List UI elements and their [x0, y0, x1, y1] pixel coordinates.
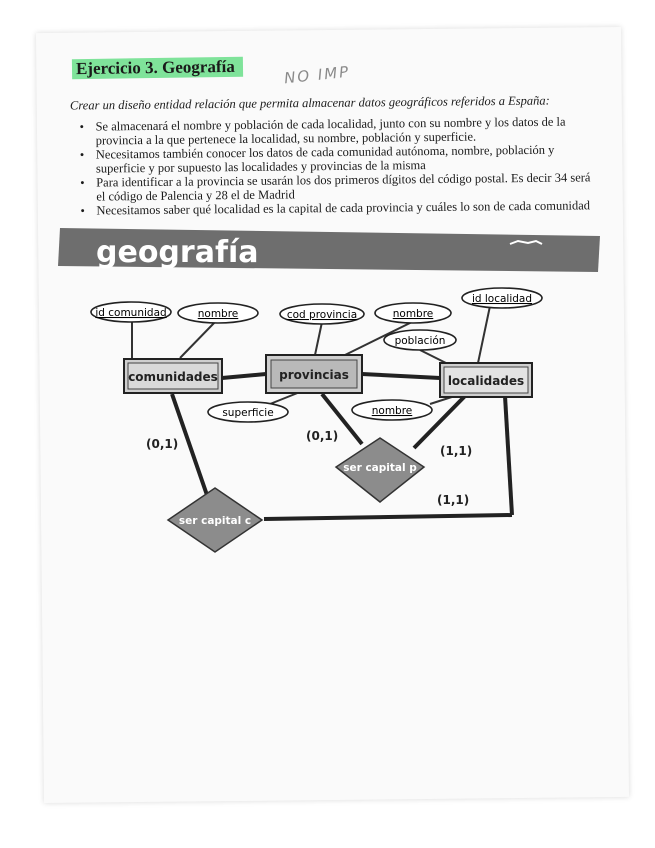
- svg-text:ser capital c: ser capital c: [178, 515, 252, 527]
- entity-localidades: [440, 363, 532, 397]
- exercise-title: Ejercicio 3. Geografía: [72, 57, 243, 79]
- svg-text:nombre: nombre: [197, 308, 239, 320]
- attribute-cod-provincia: [280, 304, 364, 324]
- entity-comunidades: [124, 359, 222, 393]
- list-item: • Necesitamos también conocer los datos de cada comunidad autónoma, nombre, población y superficie y por supuesto las localidades y provincias de la misma: [78, 143, 598, 175]
- svg-text:id comunidad: id comunidad: [95, 307, 167, 319]
- svg-text:ser capital p: ser capital p: [343, 462, 417, 474]
- relationship-ser-capital-p: [336, 438, 424, 502]
- svg-text:nombre: nombre: [392, 308, 434, 320]
- banner-title: geografía: [96, 235, 259, 270]
- svg-text:cod provincia: cod provincia: [286, 309, 358, 321]
- svg-text:nombre: nombre: [371, 405, 413, 417]
- attribute-nombre-provincia: [375, 303, 451, 323]
- list-item: • Para identificar a la provincia se usarán los dos primeros dígitos del código postal. Es decir 34 será el código de Palencia y 28 el de Madrid: [78, 171, 598, 203]
- attribute-nombre-comunidad: [178, 303, 258, 323]
- handwritten-note: NO IMP: [283, 62, 351, 88]
- attribute-nombre-localidad: [352, 400, 432, 420]
- svg-text:superficie: superficie: [222, 407, 274, 419]
- list-item: • Necesitamos saber qué localidad es la capital de cada provincia y cuáles lo son de cada comunidad: [78, 199, 598, 218]
- cardinality-prov-capital: (0,1): [306, 429, 339, 443]
- list-item: • Se almacenará el nombre y población de cada localidad, junto con su nombre y los datos de la provincia a la que pertenece la localidad, su nombre, población y superficie.: [77, 115, 597, 147]
- cardinality-loc-capital-p: (1,1): [440, 444, 473, 458]
- entity-provincias: [266, 355, 362, 393]
- svg-text:provincias: provincias: [279, 368, 349, 382]
- cardinality-com-capital: (0,1): [146, 437, 179, 451]
- intro-text: Crear un diseño entidad relación que permita almacenar datos geográficos referidos a España:: [69, 93, 550, 113]
- cardinality-loc-capital-c: (1,1): [437, 493, 470, 507]
- attribute-poblacion: [384, 330, 456, 350]
- relationship-ser-capital-c: [168, 488, 262, 552]
- svg-text:id localidad: id localidad: [471, 293, 533, 305]
- attribute-id-localidad: [462, 288, 542, 308]
- attribute-superficie: [208, 402, 288, 422]
- svg-text:población: población: [394, 335, 446, 347]
- attribute-id-comunidad: [91, 302, 171, 322]
- svg-text:localidades: localidades: [447, 374, 525, 388]
- svg-text:comunidades: comunidades: [128, 370, 218, 384]
